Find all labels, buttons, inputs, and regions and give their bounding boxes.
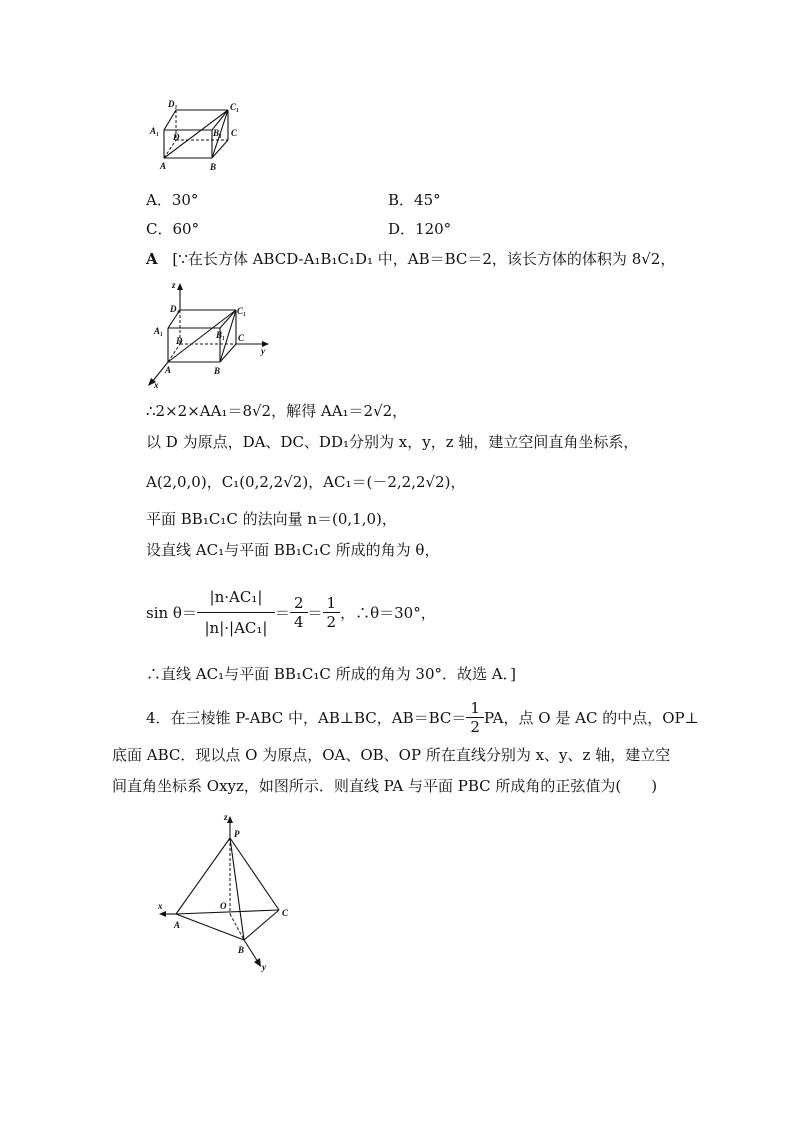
label-C: C [231,128,238,138]
label-D1: D₁ [170,304,180,314]
solution-step5: 设直线 AC₁与平面 BB₁C₁C 所成的角为 θ， [146,541,440,559]
option-d: D．120° [388,220,452,238]
sin-numerator: |n·AC₁| [197,588,275,613]
axis-x-label: x [158,901,163,911]
sin-lhs: sin θ＝ [146,603,197,622]
problem4-line1-start: 4．在三棱锥 P-ABC 中，AB⊥BC，AB＝BC＝ [146,708,467,727]
sin-fraction [197,588,275,637]
figure-2-cuboid-axes [140,278,280,390]
sin-denominator: |n|·|AC₁| [204,618,268,637]
label-A: A [165,365,172,375]
fraction-denominator: 4 [293,612,304,631]
sin-formula [146,582,436,642]
fraction-denominator: 2 [326,612,337,631]
solution-conclusion: ∴直线 AC₁与平面 BB₁C₁C 所成的角为 30°．故选 A．] [146,665,516,683]
axis-z-label: z [224,812,228,822]
figure-1-cuboid [140,96,250,176]
axis-y-label: y [261,346,265,356]
label-B: B [210,162,217,172]
label-C: C [238,333,245,343]
label-C1: C₁ [230,102,240,112]
sin-tail: ，∴θ＝30°， [340,603,436,622]
label-A1: A₁ [154,326,164,336]
label-B: B [238,945,245,955]
label-D: D [176,336,183,346]
label-A: A [174,920,181,930]
equals-2: ＝ [307,603,323,622]
label-O: O [220,901,227,911]
label-B1: B₁ [216,330,226,340]
figure-3-tetrahedron [154,812,304,977]
fraction-2-4 [290,594,308,631]
label-P: P [234,829,240,839]
label-B1: B₁ [213,128,223,138]
fraction-numerator: 2 [290,594,308,613]
axis-y-label: y [262,962,266,972]
solution-step3: A(2,0,0)，C₁(0,2,2√2)，AC₁＝(－2,2,2√2)， [146,473,466,491]
label-A1: A₁ [150,126,160,136]
label-C: C [282,908,289,918]
option-c: C．60° [146,220,200,238]
label-A: A [160,161,167,171]
solution-step4: 平面 BB₁C₁C 的法向量 n＝(0,1,0)， [146,510,397,528]
option-a: A．30° [146,191,199,209]
fraction-numerator: 1 [323,594,341,613]
answer-letter: A [146,250,158,268]
equals-1: ＝ [274,603,290,622]
axis-z-label: z [172,280,176,290]
solution-step2: 以 D 为原点，DA、DC、DD₁分别为 x，y，z 轴，建立空间直角坐标系， [146,433,639,451]
half-fraction [466,699,484,736]
fraction-numerator: 1 [466,699,484,718]
solution-intro: [∵在长方体 ABCD-A₁B₁C₁D₁ 中，AB＝BC＝2，该长方体的体积为 8√2， [172,250,676,268]
label-B: B [214,366,221,376]
label-D1: D₁ [168,99,178,109]
label-C1: C₁ [237,306,247,316]
option-b: B．45° [388,191,441,209]
problem4-line1 [146,693,699,741]
axis-x-label: x [154,380,159,390]
fraction-1-2 [323,594,341,631]
problem4-line2: 底面 ABC．现以点 O 为原点，OA、OB、OP 所在直线分别为 x、y、z 轴，建立空 [112,746,671,764]
solution-intro-line [146,248,675,269]
solution-step1: ∴2×2×AA₁＝8√2，解得 AA₁＝2√2， [146,402,408,420]
fraction-denominator: 2 [470,717,480,736]
problem4-line3: 间直角坐标系 Oxyz，如图所示．则直线 PA 与平面 PBC 所成角的正弦值为( ) [112,777,658,795]
label-D: D [173,132,180,142]
pyramid-edges [159,816,279,967]
problem4-line1-end: PA，点 O 是 AC 的中点，OP⊥ [483,708,699,727]
